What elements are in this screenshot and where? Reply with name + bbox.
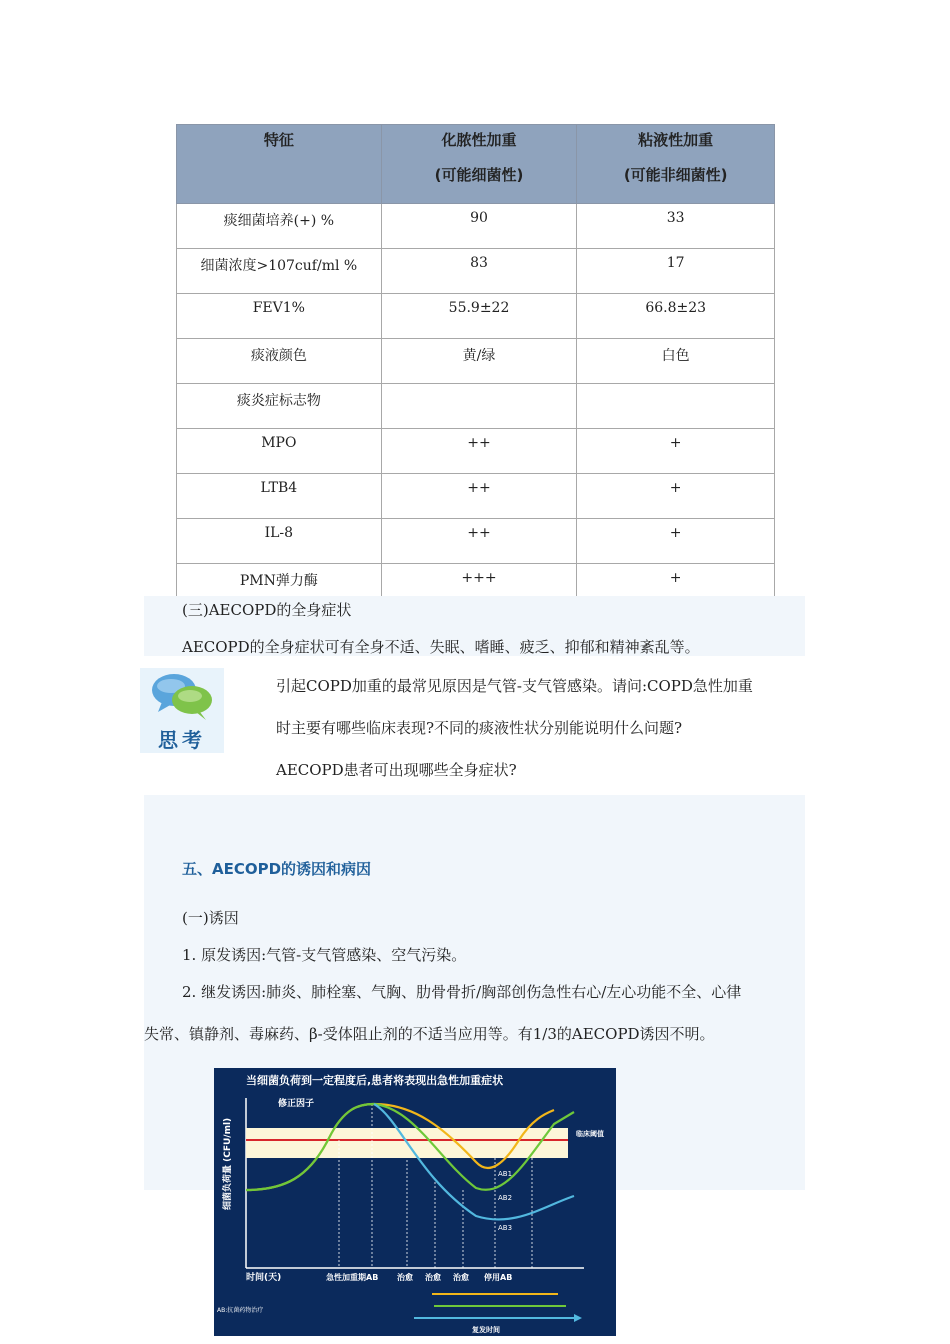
table-cell-mucoid: + bbox=[577, 564, 775, 609]
table-row bbox=[177, 204, 775, 249]
table-cell-feature: 痰细菌培养(+) % bbox=[177, 204, 382, 249]
table-cell-feature: IL-8 bbox=[177, 519, 382, 564]
table-cell-mucoid: 33 bbox=[577, 204, 775, 249]
table-cell-mucoid bbox=[577, 384, 775, 429]
section5-item2b: 失常、镇静剂、毒麻药、β-受体阻止剂的不适当应用等。有1/3的AECOPD诱因不明。 bbox=[144, 1025, 715, 1043]
table-cell-purulent: ++ bbox=[381, 474, 577, 519]
think-icon bbox=[140, 668, 224, 753]
table-cell-mucoid: + bbox=[577, 429, 775, 474]
table-cell-purulent bbox=[381, 384, 577, 429]
section5-item2a: 2. 继发诱因:肺炎、肺栓塞、气胸、肋骨骨折/胸部创伤急性右心/左心功能不全、心律 bbox=[182, 983, 742, 1001]
ab3-label: AB3 bbox=[498, 1224, 513, 1232]
header-mucoid: 粘液性加重 (可能非细菌性) bbox=[577, 125, 775, 204]
section5-item1: 1. 原发诱因:气管-支气管感染、空气污染。 bbox=[182, 946, 467, 964]
table-cell-mucoid: 66.8±23 bbox=[577, 294, 775, 339]
table-cell-purulent: 55.9±22 bbox=[381, 294, 577, 339]
table-cell-feature: 痰液颜色 bbox=[177, 339, 382, 384]
table-cell-purulent: 83 bbox=[381, 249, 577, 294]
figure-modifier-label: 修正因子 bbox=[278, 1099, 315, 1109]
x-label-cure1: 治愈 bbox=[397, 1273, 413, 1282]
think-question-3: AECOPD患者可出现哪些全身症状? bbox=[276, 761, 517, 779]
table-row bbox=[177, 294, 775, 339]
table-row bbox=[177, 429, 775, 474]
feature-table bbox=[176, 124, 775, 654]
threshold-label: 临床阈值 bbox=[576, 1130, 604, 1138]
table-cell-mucoid: + bbox=[577, 474, 775, 519]
table-cell-mucoid: 17 bbox=[577, 249, 775, 294]
bacterial-load-figure bbox=[214, 1068, 616, 1336]
section3-body: AECOPD的全身症状可有全身不适、失眠、嗜睡、疲乏、抑郁和精神紊乱等。 bbox=[182, 638, 700, 656]
table-cell-feature: LTB4 bbox=[177, 474, 382, 519]
think-icon-label: 思考 bbox=[158, 728, 206, 752]
table-cell-feature: 细菌浓度>107cuf/ml % bbox=[177, 249, 382, 294]
x-label-cure3: 治愈 bbox=[453, 1273, 469, 1282]
table-cell-purulent: 黄/绿 bbox=[381, 339, 577, 384]
x-label-ab: AB bbox=[366, 1273, 379, 1282]
table-cell-feature: 痰炎症标志物 bbox=[177, 384, 382, 429]
table-cell-feature: FEV1% bbox=[177, 294, 382, 339]
ab1-label: AB1 bbox=[498, 1170, 513, 1178]
relapse-label: 复发时间 bbox=[472, 1326, 500, 1334]
section3-title: (三)AECOPD的全身症状 bbox=[182, 601, 352, 619]
table-cell-purulent: 90 bbox=[381, 204, 577, 249]
x-label-stop-ab: 停用AB bbox=[484, 1273, 513, 1282]
table-cell-purulent: ++ bbox=[381, 519, 577, 564]
think-question-1: 引起COPD加重的最常见原因是气管-支气管感染。请问:COPD急性加重 bbox=[276, 677, 753, 695]
header-feature: 特征 bbox=[177, 125, 382, 204]
x-label-acute: 急性加重期 bbox=[326, 1273, 366, 1282]
y-axis-label: 细菌负荷量 (CFU/ml) bbox=[223, 1117, 233, 1210]
table-row bbox=[177, 339, 775, 384]
table-cell-purulent: +++ bbox=[381, 564, 577, 609]
table-row bbox=[177, 474, 775, 519]
think-question-2: 时主要有哪些临床表现?不同的痰液性状分别能说明什么问题? bbox=[276, 719, 683, 737]
x-label-cure2: 治愈 bbox=[425, 1273, 441, 1282]
section5-sub1: (一)诱因 bbox=[182, 909, 239, 927]
figure-footnote: AB:抗菌药物治疗 bbox=[217, 1307, 264, 1314]
table-row bbox=[177, 519, 775, 564]
x-axis-label: 时间(天) bbox=[246, 1273, 282, 1283]
ab2-label: AB2 bbox=[498, 1194, 513, 1202]
table-cell-feature: MPO bbox=[177, 429, 382, 474]
table-row bbox=[177, 384, 775, 429]
section5-title: 五、AECOPD的诱因和病因 bbox=[182, 860, 372, 878]
table-cell-mucoid: 白色 bbox=[577, 339, 775, 384]
table-cell-feature: PMN弹力酶 bbox=[177, 564, 382, 609]
table-cell-purulent: ++ bbox=[381, 429, 577, 474]
figure-title: 当细菌负荷到一定程度后,患者将表现出急性加重症状 bbox=[246, 1074, 504, 1087]
header-purulent: 化脓性加重 (可能细菌性) bbox=[381, 125, 577, 204]
table-row bbox=[177, 249, 775, 294]
table-cell-mucoid: + bbox=[577, 519, 775, 564]
table-header-row bbox=[177, 125, 775, 204]
